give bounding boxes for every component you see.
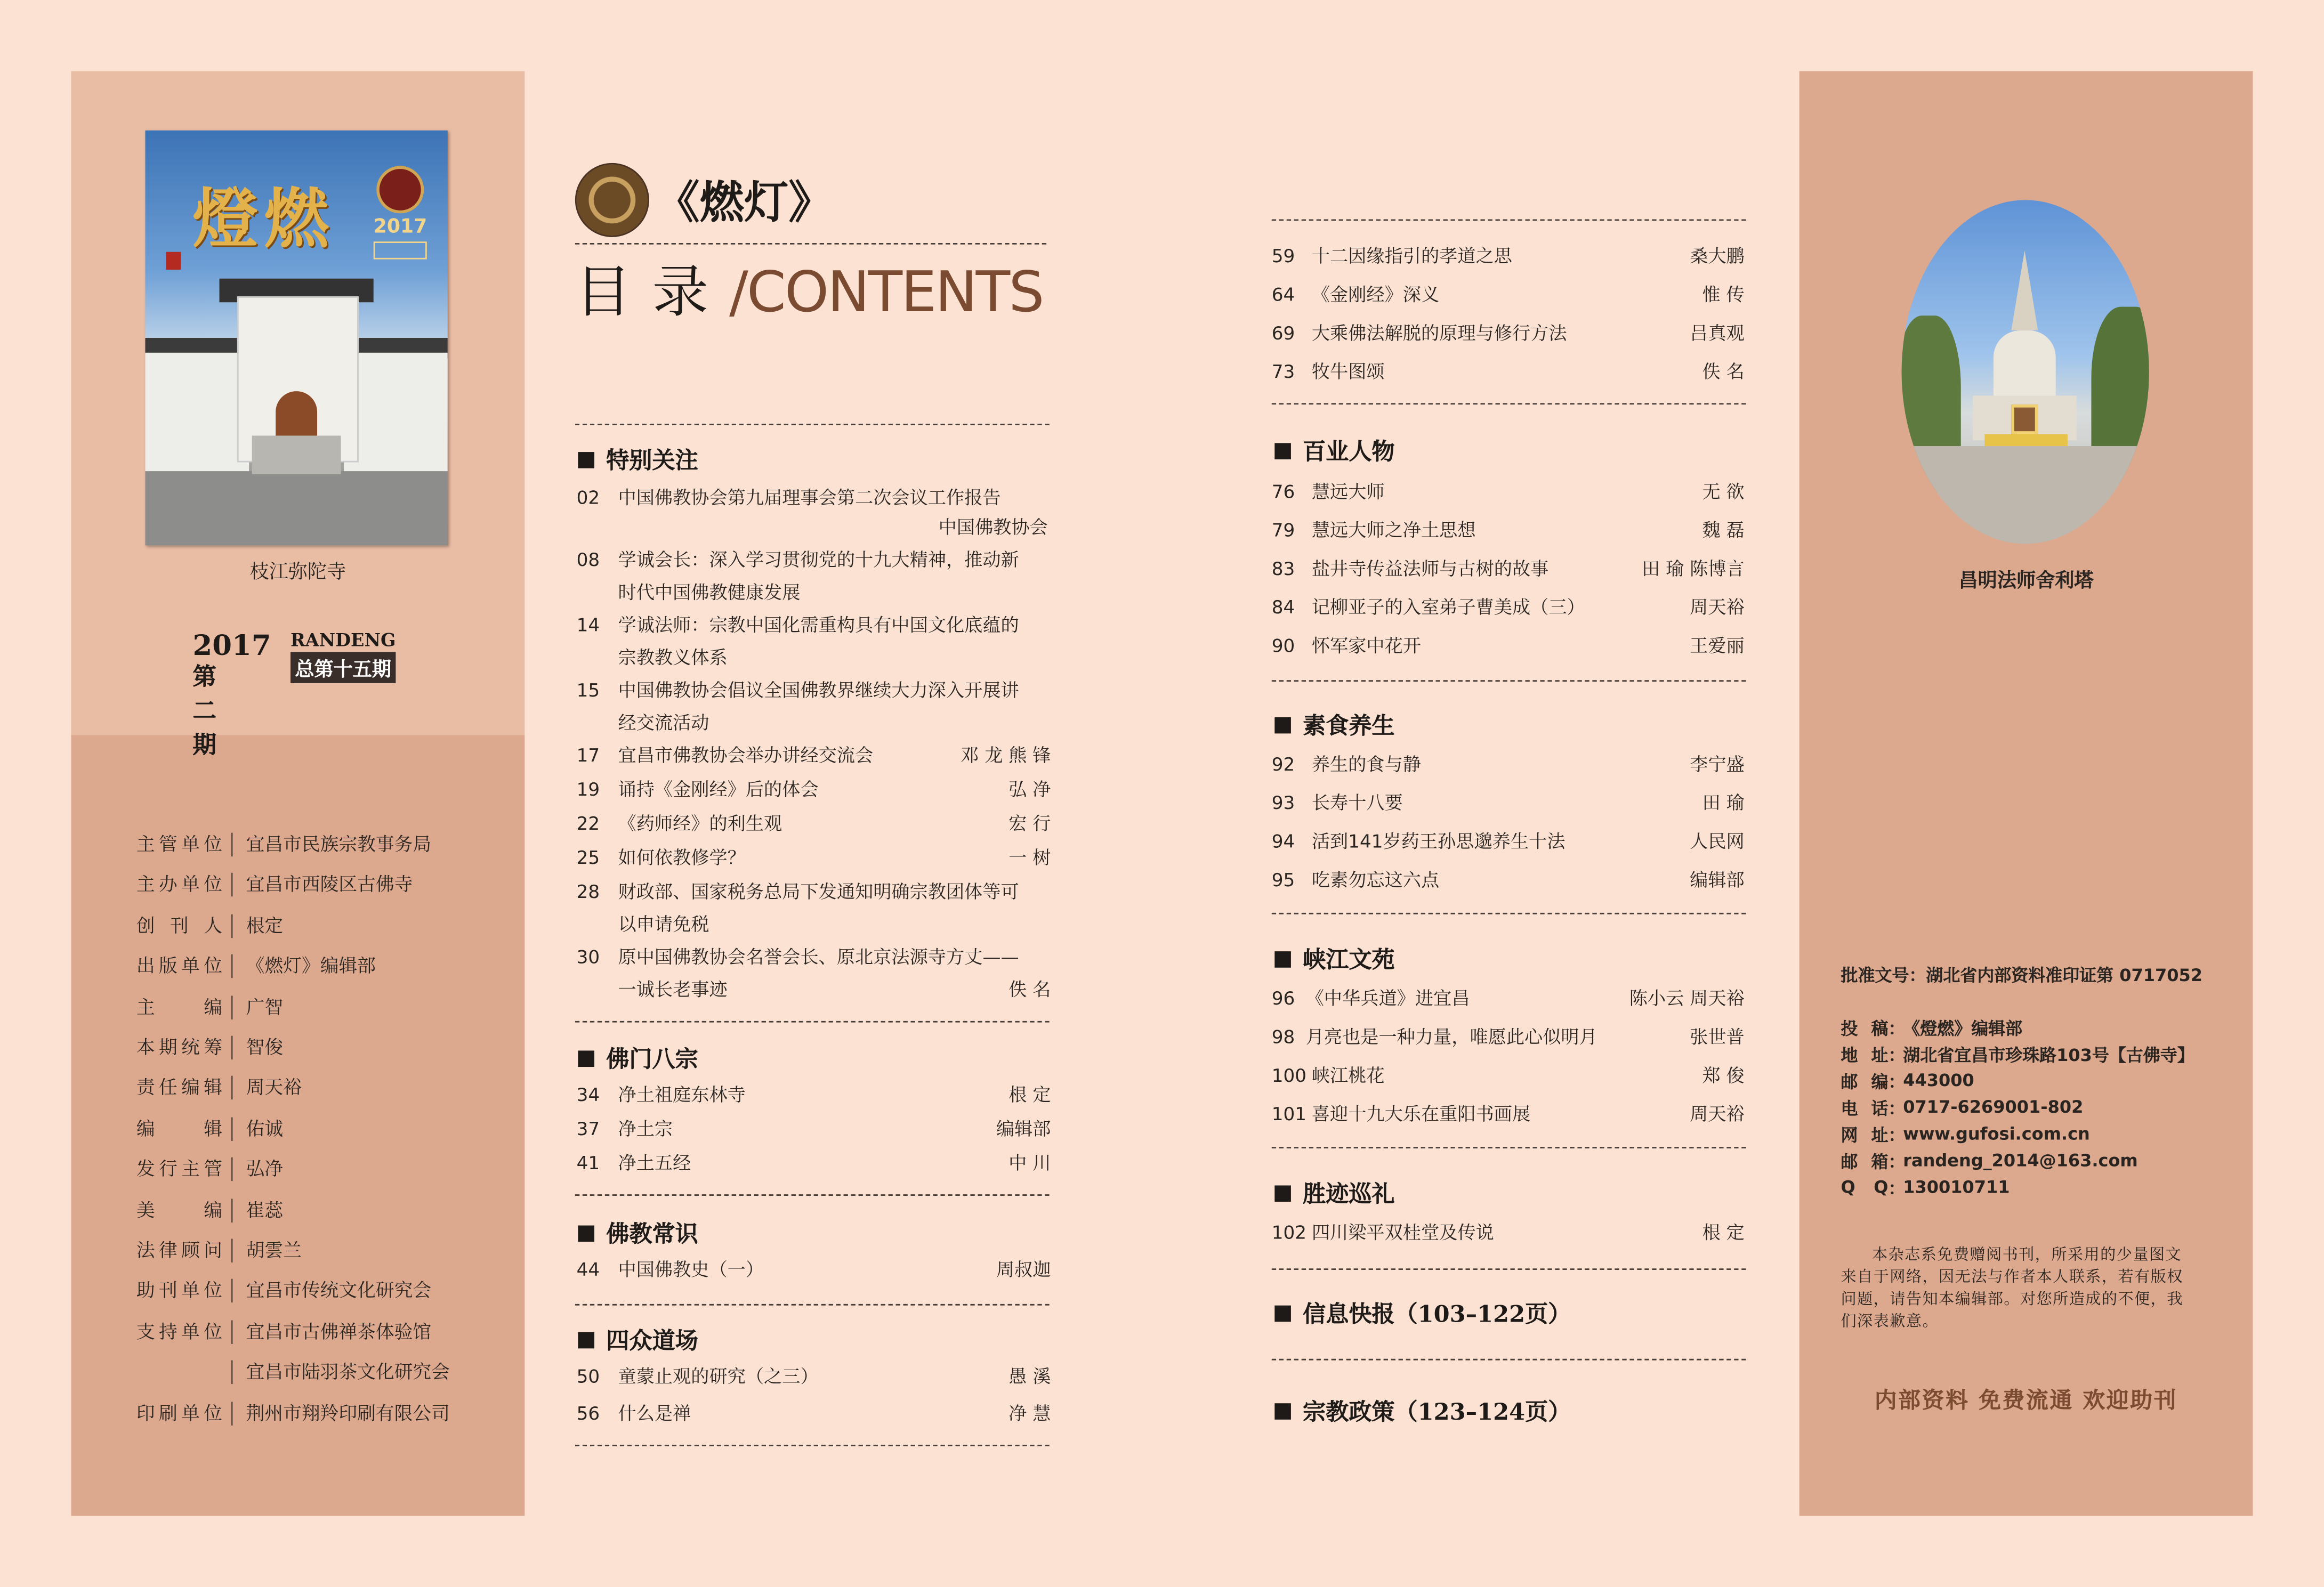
toc-title[interactable]: 中国佛教协会倡议全国佛教界继续大力深入开展讲 xyxy=(618,680,1019,701)
toc-title-line2[interactable]: 一诚长老事迹 xyxy=(618,979,728,1000)
credit-key: 美编 xyxy=(136,1198,223,1221)
toc-title-line2[interactable]: 经交流活动 xyxy=(618,712,709,734)
toc-page: 102 xyxy=(1271,1222,1307,1243)
toc-title[interactable]: 长寿十八要 xyxy=(1311,792,1403,814)
section-title: 百业人物 xyxy=(1303,437,1395,466)
toc-title[interactable]: 慧远大师之净土思想 xyxy=(1311,520,1476,541)
credit-separator xyxy=(231,1361,233,1384)
toc-author: 周叔迦 xyxy=(996,1259,1051,1281)
section-heading xyxy=(1274,942,1394,975)
section-heading[interactable] xyxy=(1274,1297,1571,1329)
toc-divider xyxy=(1272,913,1746,914)
credit-row xyxy=(136,1033,492,1063)
cover-wall-left xyxy=(145,353,249,471)
credit-value: 宜昌市古佛禅茶体验馆 xyxy=(246,1319,432,1342)
toc-title[interactable]: 大乘佛法解脱的原理与修行方法 xyxy=(1311,323,1567,344)
toc-divider xyxy=(1272,220,1746,221)
toc-title-line2[interactable]: 以申请免税 xyxy=(618,914,709,935)
toc-title[interactable]: 喜迎十九大乐在重阳书画展 xyxy=(1311,1104,1531,1125)
stupa-photo xyxy=(1902,200,2149,544)
toc-page: 34 xyxy=(576,1084,600,1106)
credit-key: 出版单位 xyxy=(136,954,223,977)
square-bullet-icon xyxy=(578,1226,594,1242)
credit-row xyxy=(136,1114,492,1144)
toc-page: 100 xyxy=(1271,1065,1307,1087)
square-bullet-icon xyxy=(1274,1306,1291,1322)
square-bullet-icon xyxy=(1274,1185,1291,1202)
credit-separator xyxy=(231,995,233,1018)
toc-title[interactable]: 净土祖庭东林寺 xyxy=(618,1084,746,1106)
cover-red-seal-icon xyxy=(166,252,181,270)
info-colon: ： xyxy=(1888,1098,1906,1119)
credit-key: 法律顾问 xyxy=(136,1238,223,1261)
toc-title[interactable]: 什么是禅 xyxy=(618,1403,691,1424)
toc-title[interactable]: 十二因缘指引的孝道之思 xyxy=(1311,246,1512,267)
toc-page: 22 xyxy=(576,813,600,835)
info-value: 443000 xyxy=(1903,1070,1974,1091)
credit-value: 宜昌市传统文化研究会 xyxy=(246,1279,432,1302)
toc-title[interactable]: 中国佛教协会第九届理事会第二次会议工作报告 xyxy=(618,487,1001,508)
toc-author: 周天裕 xyxy=(1690,597,1745,618)
toc-title[interactable]: 养生的食与静 xyxy=(1311,754,1422,775)
toc-title-line2[interactable]: 时代中国佛教健康发展 xyxy=(618,582,801,603)
info-colon: ： xyxy=(1888,1071,1906,1092)
credit-key: 发行主管 xyxy=(136,1157,223,1180)
credit-value: 荆州市翔羚印刷有限公司 xyxy=(246,1401,450,1424)
stupa-spire xyxy=(2011,250,2038,330)
toc-author: 人民网 xyxy=(1690,831,1745,852)
credit-separator xyxy=(231,1076,233,1100)
info-colon: ： xyxy=(1888,1124,1906,1146)
toc-author: 田 瑜 陈博言 xyxy=(1642,558,1745,580)
toc-author: 愚 溪 xyxy=(1008,1366,1051,1387)
credit-key: 编辑 xyxy=(136,1117,223,1139)
credit-value: 崔蕊 xyxy=(246,1198,284,1221)
toc-author: 吕真观 xyxy=(1690,323,1745,344)
credit-key: 助刊单位 xyxy=(136,1279,223,1302)
toc-page: 15 xyxy=(576,680,600,701)
toc-page: 69 xyxy=(1271,323,1295,344)
section-title: 宗教政策（123–124页） xyxy=(1303,1397,1571,1426)
photo-caption: 昌明法师舍利塔 xyxy=(1958,570,2094,593)
toc-divider xyxy=(1272,403,1746,404)
toc-page: 14 xyxy=(576,614,600,636)
toc-author: 王爱丽 xyxy=(1690,635,1745,657)
toc-divider xyxy=(1272,1268,1746,1270)
credit-separator xyxy=(231,1401,233,1424)
toc-author: 弘 净 xyxy=(1008,779,1051,800)
toc-author: 中 川 xyxy=(1008,1153,1051,1174)
square-bullet-icon xyxy=(578,1332,594,1349)
credit-value: 佑诚 xyxy=(246,1117,284,1139)
info-colon: ： xyxy=(1888,1178,1906,1199)
credit-row xyxy=(136,992,492,1022)
section-heading xyxy=(578,1323,698,1356)
credit-value: 根定 xyxy=(246,914,284,936)
toc-author: 周天裕 xyxy=(1690,1104,1745,1125)
toc-page: 28 xyxy=(576,881,600,903)
credit-value: 广智 xyxy=(246,995,284,1018)
toc-page: 25 xyxy=(576,847,600,869)
toc-title[interactable]: 慧远大师 xyxy=(1311,481,1385,503)
credit-value: 《燃灯》编辑部 xyxy=(246,954,376,977)
toc-title[interactable]: 宜昌市佛教协会举办讲经交流会 xyxy=(618,745,874,766)
toc-author: 编辑部 xyxy=(1690,870,1745,891)
credit-key: 创刊人 xyxy=(136,914,223,936)
toc-title[interactable]: 原中国佛教协会名誉会长、原北京法源寺方丈—— xyxy=(618,946,1019,968)
toc-page: 37 xyxy=(576,1119,600,1140)
section-heading xyxy=(1274,434,1394,467)
toc-page: 76 xyxy=(1271,481,1295,503)
toc-author: 魏 磊 xyxy=(1702,520,1745,541)
cover-steps xyxy=(252,435,341,474)
credit-separator xyxy=(231,1280,233,1303)
toc-author: 净 慧 xyxy=(1008,1403,1051,1424)
credit-value: 宜昌市陆羽茶文化研究会 xyxy=(246,1361,450,1383)
magazine-logo-icon xyxy=(575,163,649,237)
section-title: 佛教常识 xyxy=(606,1219,698,1248)
section-heading xyxy=(578,1217,698,1249)
credit-value: 周天裕 xyxy=(246,1076,302,1099)
toc-page: 95 xyxy=(1271,870,1295,891)
info-value: 130010711 xyxy=(1903,1176,2010,1197)
toc-divider xyxy=(1272,1359,1746,1361)
toc-title[interactable]: 如何依教修学？ xyxy=(618,847,746,869)
section-heading xyxy=(1274,1177,1394,1209)
credit-row xyxy=(136,1276,492,1306)
cover-wall-right xyxy=(344,353,448,471)
toc-page: 59 xyxy=(1271,246,1295,267)
credit-separator xyxy=(231,833,233,856)
square-bullet-icon xyxy=(1274,717,1291,734)
section-title: 信息快报（103–122页） xyxy=(1303,1299,1571,1328)
toc-title[interactable]: 财政部、国家税务总局下发通知明确宗教团体等可 xyxy=(618,881,1019,903)
cover-title: 燈燃 xyxy=(192,182,335,258)
toc-divider xyxy=(575,1445,1050,1446)
toc-page: 98 xyxy=(1271,1026,1295,1048)
toc-title[interactable]: 牧牛图颂 xyxy=(1311,361,1385,383)
toc-author: 佚 名 xyxy=(1008,979,1051,1000)
toc-title[interactable]: 四川梁平双桂堂及传说 xyxy=(1311,1222,1494,1243)
toc-page: 83 xyxy=(1271,558,1295,580)
toc-title[interactable]: 怀军家中花开 xyxy=(1311,635,1422,657)
credit-row xyxy=(136,1398,492,1428)
credit-key: 本期统筹 xyxy=(136,1035,223,1058)
credit-row xyxy=(136,870,492,900)
section-title: 素食养生 xyxy=(1303,711,1395,740)
info-key: 电话 xyxy=(1841,1098,1889,1119)
section-title: 胜迹巡礼 xyxy=(1303,1179,1395,1208)
toc-page: 90 xyxy=(1271,635,1295,657)
toc-author: 田 瑜 xyxy=(1702,792,1745,814)
credit-separator xyxy=(231,954,233,978)
info-key: 投稿 xyxy=(1841,1018,1889,1039)
header-divider xyxy=(575,243,1046,245)
square-bullet-icon xyxy=(1274,443,1291,459)
contents-heading-cn: 目录 xyxy=(575,259,730,325)
toc-title[interactable]: 《金刚经》深义 xyxy=(1311,284,1440,305)
cover-image xyxy=(145,131,447,546)
toc-page: 84 xyxy=(1271,597,1295,618)
toc-title[interactable]: 童蒙止观的研究（之三） xyxy=(618,1366,819,1387)
toc-title[interactable]: 诵持《金刚经》后的体会 xyxy=(618,779,819,800)
square-bullet-icon xyxy=(1274,1403,1291,1420)
toc-divider xyxy=(575,1304,1050,1306)
toc-title[interactable]: 吃素勿忘这六点 xyxy=(1311,870,1440,891)
toc-page: 56 xyxy=(576,1403,600,1424)
square-bullet-icon xyxy=(578,452,594,468)
slogan: 内部资料 免费流通 欢迎助刊 xyxy=(1874,1387,2178,1414)
toc-page: 73 xyxy=(1271,361,1295,383)
toc-page: 19 xyxy=(576,779,600,800)
toc-author: 郑 俊 xyxy=(1702,1065,1745,1087)
toc-page: 64 xyxy=(1271,284,1295,305)
credit-row xyxy=(136,1195,492,1225)
credit-row xyxy=(136,1073,492,1103)
contents-heading-slash: / xyxy=(729,259,747,325)
toc-author: 桑大鹏 xyxy=(1690,246,1745,267)
toc-author: 邓 龙 熊 锋 xyxy=(961,745,1051,766)
approval-number: 批准文号：湖北省内部资料准印证第 0717052 xyxy=(1841,965,2203,986)
info-colon: ： xyxy=(1888,1151,1906,1172)
toc-title[interactable]: 盐井寺传益法师与古树的故事 xyxy=(1311,558,1549,580)
cover-seal-icon xyxy=(376,166,424,213)
credit-separator xyxy=(231,1117,233,1140)
credit-row xyxy=(136,911,492,941)
credit-row xyxy=(136,1317,492,1347)
info-value[interactable]: www.gufosi.com.cn xyxy=(1903,1123,2090,1144)
info-key: 地址 xyxy=(1841,1044,1889,1066)
toc-title[interactable]: 记柳亚子的入室弟子曹美成（三） xyxy=(1311,597,1585,618)
toc-title[interactable]: 学诚法师：宗教中国化需重构具有中国文化底蕴的 xyxy=(618,614,1019,636)
credit-key: 印刷单位 xyxy=(136,1401,223,1424)
credit-separator xyxy=(231,1198,233,1221)
toc-author: 编辑部 xyxy=(996,1119,1051,1140)
section-title: 峡江文苑 xyxy=(1303,945,1395,974)
info-key: 邮箱 xyxy=(1841,1151,1889,1172)
toc-title[interactable]: 月亮也是一种力量，唯愿此心似明月 xyxy=(1305,1026,1597,1048)
credit-value: 智俊 xyxy=(246,1035,284,1058)
credit-separator xyxy=(231,1036,233,1059)
toc-page: 17 xyxy=(576,745,600,766)
toc-page: 101 xyxy=(1271,1104,1307,1125)
toc-title[interactable]: 学诚会长：深入学习贯彻党的十九大精神，推动新 xyxy=(618,549,1019,571)
toc-title[interactable]: 净土宗 xyxy=(618,1119,673,1140)
toc-author: 根 定 xyxy=(1008,1084,1051,1106)
section-title: 四众道场 xyxy=(606,1326,698,1355)
section-title: 佛门八宗 xyxy=(606,1044,698,1073)
section-heading xyxy=(578,443,698,475)
stupa-ground xyxy=(1902,446,2149,544)
toc-title[interactable]: 活到141岁药王孙思邈养生十法 xyxy=(1311,831,1566,852)
toc-divider xyxy=(1272,680,1746,682)
section-title: 特别关注 xyxy=(606,446,698,474)
magazine-title: 《燃灯》 xyxy=(655,177,833,230)
toc-title[interactable]: 《药师经》的利生观 xyxy=(618,813,782,835)
toc-author: 无 欲 xyxy=(1702,481,1745,503)
toc-page: 94 xyxy=(1271,831,1295,852)
toc-author: 佚 名 xyxy=(1702,361,1745,383)
toc-title-line2[interactable]: 宗教教义体系 xyxy=(618,647,728,669)
toc-page: 50 xyxy=(576,1366,600,1387)
toc-page: 30 xyxy=(576,946,600,968)
section-heading[interactable] xyxy=(1274,1395,1571,1427)
stupa-body xyxy=(1994,330,2056,399)
credit-key: 支持单位 xyxy=(136,1319,223,1342)
info-value: 《燈燃》编辑部 xyxy=(1903,1018,2023,1039)
toc-title[interactable]: 峡江桃花 xyxy=(1311,1065,1385,1087)
toc-author: 宏 行 xyxy=(1008,813,1051,835)
credit-key: 主办单位 xyxy=(136,873,223,896)
toc-title[interactable]: 《中华兵道》进宜昌 xyxy=(1305,988,1470,1009)
toc-page: 41 xyxy=(576,1153,600,1174)
info-value: 湖北省宜昌市珍珠路103号【古佛寺】 xyxy=(1903,1044,2194,1066)
stupa-flowers xyxy=(1984,434,2068,446)
toc-page: 79 xyxy=(1271,520,1295,541)
info-key: 邮编 xyxy=(1841,1071,1889,1092)
disclaimer: 本杂志系免费赠阅书刊，所采用的少量图文来自于网络，因无法与作者本人联系，若有版权问题，请告知本编辑部。对您所造成的不便，我们深表歉意。 xyxy=(1841,1246,2183,1331)
credit-key: 主编 xyxy=(136,995,223,1018)
toc-author: 一 树 xyxy=(1008,847,1051,869)
toc-author: 根 定 xyxy=(1702,1222,1745,1243)
info-key: 网址 xyxy=(1841,1124,1889,1146)
credit-key: 主管单位 xyxy=(136,832,223,855)
toc-divider xyxy=(575,424,1050,425)
square-bullet-icon xyxy=(1274,951,1291,968)
credit-separator xyxy=(231,914,233,937)
issue-total: 总第十五期 xyxy=(290,652,396,683)
credit-separator xyxy=(231,1157,233,1181)
info-colon: ： xyxy=(1888,1018,1906,1039)
credit-separator xyxy=(231,1320,233,1343)
toc-author: 陈小云 周天裕 xyxy=(1629,988,1745,1009)
toc-title[interactable]: 净土五经 xyxy=(618,1153,691,1174)
credit-value: 宜昌市民族宗教事务局 xyxy=(246,832,432,855)
credit-separator xyxy=(231,1239,233,1262)
contents-heading xyxy=(575,246,1043,328)
credit-value: 弘净 xyxy=(246,1157,284,1180)
credit-value: 胡雲兰 xyxy=(246,1238,302,1261)
square-bullet-icon xyxy=(578,1050,594,1067)
cover-caption: 枝江弥陀寺 xyxy=(249,561,346,584)
credit-value: 宜昌市西陵区古佛寺 xyxy=(246,873,413,896)
credit-separator xyxy=(231,873,233,897)
toc-page: 44 xyxy=(576,1259,600,1281)
credit-row xyxy=(136,1155,492,1185)
info-key: Q Q xyxy=(1841,1176,1889,1197)
info-value: 0717-6269001-802 xyxy=(1903,1096,2084,1118)
cover-issue-box xyxy=(374,241,427,259)
issue-en: RANDENG xyxy=(290,629,396,651)
toc-page: 92 xyxy=(1271,754,1295,775)
section-heading xyxy=(1274,708,1394,741)
contents-heading-en: CONTENTS xyxy=(746,259,1043,325)
toc-divider xyxy=(575,1021,1050,1023)
toc-page: 93 xyxy=(1271,792,1295,814)
issue-year: 2017 xyxy=(192,629,271,662)
toc-page: 96 xyxy=(1271,988,1295,1009)
toc-author: 张世普 xyxy=(1690,1026,1745,1048)
toc-author: 中国佛教协会 xyxy=(938,517,1048,538)
credit-key: 责任编辑 xyxy=(136,1076,223,1099)
section-heading xyxy=(578,1042,698,1074)
toc-author: 李宁盛 xyxy=(1690,754,1745,775)
toc-divider xyxy=(575,1194,1050,1196)
credit-row xyxy=(136,830,492,860)
info-colon: ： xyxy=(1888,1044,1906,1066)
cover-year: 2017 xyxy=(373,216,427,239)
cover-ground xyxy=(145,471,447,545)
issue-number: 第二期 xyxy=(192,662,217,759)
stupa-portrait xyxy=(2011,404,2038,434)
toc-page: 02 xyxy=(576,487,600,508)
toc-divider xyxy=(1272,1147,1746,1148)
credit-row xyxy=(136,952,492,982)
credit-row xyxy=(136,1358,492,1388)
toc-page: 08 xyxy=(576,549,600,571)
toc-author: 惟 传 xyxy=(1702,284,1745,305)
credit-row xyxy=(136,1236,492,1266)
toc-title[interactable]: 中国佛教史（一） xyxy=(618,1259,764,1281)
info-value[interactable]: randeng_2014@163.com xyxy=(1903,1149,2138,1171)
